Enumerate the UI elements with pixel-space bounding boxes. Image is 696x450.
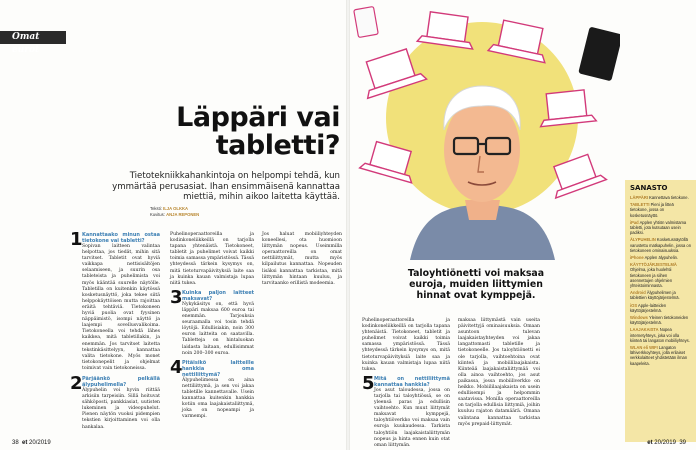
- glossary-item: [630, 345, 691, 366]
- section-tag: Omat eurot: [0, 31, 66, 44]
- question-number: 4: [170, 356, 183, 378]
- glossary-definition: Nopea internetyhteys, joka voi olla kiinteä tai langaton mobiiliyhteys.: [630, 327, 690, 343]
- glossary-definition: Kannettava tietokone.: [647, 195, 689, 200]
- question-1: [70, 229, 160, 372]
- question-body: Älypuhelimessa on aina nettiliittymä, ja sen voi jakaa tabletille kannettavalle. Usein kannattaa kuitenkin hankkia kotiin oma laajakaistaliittymä, joka on nopeampi ja varmempi.: [182, 377, 254, 420]
- glossary-term: Windows: [630, 315, 648, 321]
- right-column-2: [458, 318, 540, 428]
- right-column-1: [362, 318, 450, 450]
- article-column-3: [262, 232, 342, 287]
- glossary-item: [630, 220, 691, 236]
- question-number: 2: [70, 372, 83, 394]
- right-column-2-text: maksaa liittymästä vain useita päivitettyjä ominaisuuksia. Omaan asuntoon tulevan laajakaistayhteyden voi jakaa langattomasti tabletille ja tietokoneelle. Jos taloyhtiönetti ei ole tarjolla, vaihtoehtoina ovat kiinteä ja mobiililaajakaista. Kiinteää laajakaistaliittymää voi olla ainoa vaihtoehto, jos asut paikassa, jossa mobiiliverkko on heikko. Mobiililaajakaista on usein edullisempi ja helpommin saatavissa. Monilla operaattoreilla on tarjolla edullisia liittymiä, joihin kuuluu rajaton datamäärä. Omana valintana kannattaa tarkistaa myös prepaid-liittymät.: [458, 318, 540, 427]
- glossary-term: LAAJAKAISTA: [630, 327, 659, 333]
- text-label: Teksti: [150, 206, 161, 211]
- glossary-term: ÄLYPUHELIN: [630, 237, 656, 243]
- glossary-item: [630, 303, 691, 313]
- glossary-definition: Apple-laitteiden käyttöjärjestelmä.: [630, 302, 667, 313]
- glossary-term: Android: [630, 290, 646, 296]
- right-column-1-intro: Puhelinoperaattoreilla ja kodinkoneliikkeillä on tarjolla tapana yhtenäistä. Tietokoneet, tabletit ja puhelimet voivat kaikki toimia samassa ympäristössä. Tässä yhteydessä tärkein kysymys on, mitä tietoturvapäivityksiä laite saa ja kuinka kauan valmistaja lupaa niitä tukea.: [362, 318, 450, 372]
- glossary-item: [630, 237, 691, 253]
- credits: Teksti: ILJA OLKKA Kuvitus: ANJA REPONEN: [150, 206, 200, 217]
- text-author: ILJA OLKKA: [163, 206, 189, 211]
- question-body: Sopivan laitteen valintaa helpottaa, jos tiedät, mihin sitä tarvitset. Tabletit ovat hyviä vaikkapa nettisisältöjen selaamiseen, ja suurin osa tableteista ja puhelimista voi myös kääntää suurelle näytölle. Tabletilla on kuitenkin käytössä kosketusnäyttö, joka tekee siitä helppokäyttöisen mutta rajoittaa eräitä tehtäviä. Tietokoneen hyviä puolia ovat fyysinen näppäimistö, isompi näyttö ja laajempi sovellusvalikoima. Tietokoneella voi tehdä lähes kaikkea, mitä tabletillakin, ja enemmän. Jos tarvitset laitetta tekstinkäsittelyyn, kannattaa valita tietokone. Myös monet tietokonepelit ja ohjelmat toimivat vain tietokoneissa.: [82, 244, 160, 371]
- question-4: [170, 356, 254, 421]
- question-2: [70, 372, 160, 431]
- man-with-devices-illustration: [350, 0, 620, 260]
- glossary-term: WLAN eli WIFI: [630, 345, 658, 351]
- man-neck: [465, 200, 500, 220]
- glossary-term: iPhone: [630, 255, 644, 261]
- glossary-items: [630, 195, 691, 366]
- tablet-icon: [578, 27, 620, 82]
- column-3-text: Jos haluat mobiiliyhteyden koneellesi, ota huomioon liittymän nopeus. Useimmilla operaattoreilla on omat nettiliittymät, mutta myös kilpailutus kannattaa. Nopeuden lisäksi kannattaa tarkistaa, mitä liittymän hintaan kuuluu, ja tarvitaanko erillistä modeemia.: [262, 232, 342, 286]
- glossary-definition: Kosketusnäytöllä varustettu matkapuhelin, jossa on tietokoneen ominaisuuksia.: [630, 237, 691, 253]
- glossary-item: [630, 195, 691, 200]
- glossary-term: LÄPPÄRI: [630, 195, 648, 200]
- headline-line-2: tabletti?: [215, 130, 340, 161]
- glossary-term: KÄYTTÖJÄRJESTELMÄ: [630, 262, 677, 268]
- glossary-term: iPad: [630, 219, 639, 225]
- column-2-intro: Puhelinoperaattoreilla ja kodinkoneliikkeillä on tarjolla tapana yhtenäistä. Tietokoneet, tabletit ja puhelimet voivat kaikki toimia samassa ympäristössä. Tässä yhteydessä tärkein kysymys on, mitä tietoturvapäivityksiä laite saa ja kuinka kauan valmistaja lupaa niitä tukea.: [170, 232, 254, 286]
- glossary-item: [630, 255, 691, 260]
- question-body: Jos asut taloudessa, jossa on tarjolla tai taloyhtiössä, se on yleensä paras ja edullisin vaihtoehto. Kun muut liittymät maksavat kymppejä, taloyhtiöverkko voi maksaa vain euroja kuukaudessa. Tarkista taloyhtiön laajakaistaliittymän nopeus ja hinta ennen kuin otat oman liittymän.: [374, 387, 450, 448]
- glossary-definition: Pieni ja litteä tietokone, jossa on kosketusnäyttö.: [630, 202, 674, 218]
- glossary-item: [630, 327, 691, 343]
- question-number: 3: [170, 286, 183, 308]
- page-number-left: 38 et 20/2019: [12, 440, 51, 446]
- glossary-item: [630, 290, 691, 300]
- article-column-1: [70, 229, 160, 432]
- question-title: Mitä on nettiliittymä kannattaa hankkia?: [374, 375, 450, 388]
- glossary-item: [630, 262, 691, 288]
- glossary-definition: Applen älypuhelin.: [643, 255, 679, 261]
- question-title: Pärjäänkö pelkällä älypuhelimella?: [82, 375, 160, 388]
- glossary-title: SANASTO: [630, 184, 668, 192]
- glossary-term: iOS: [630, 302, 638, 308]
- headline-line-1: Läppäri vai: [176, 102, 340, 133]
- question-body: Älypuhelin voi hyvin riittää arkisiin tarpeisiin. Sillä hoituvat sähköposti, pankkiasiat, uutisten lukeminen ja videopuhelut. Pienen näytön vuoksi pidempien tekstien kirjoittaminen voi olla hankalaa.: [82, 387, 160, 430]
- glossary-definition: Älypuhelimen ja tablettien käyttöjärjestelmä.: [630, 290, 680, 301]
- page-number-right: et 20/2019 39: [647, 440, 686, 446]
- glossary-sidebar: [625, 180, 696, 442]
- glossary-term: TABLETTI: [630, 202, 650, 208]
- headline: [100, 104, 340, 160]
- glossary-definition: Ohjelma, joka huolehtii tietokoneen ja siihen asennettujen ohjelmien yhteistoiminnasta.: [630, 267, 673, 289]
- illus-label: Kuvitus: [150, 212, 164, 217]
- pull-quote: Taloyhtiönetti voi maksaa euroja, muiden liittymien hinnat ovat kymppejä.: [407, 268, 545, 301]
- question-title: Kuinka paljon laitteet maksavat?: [182, 289, 254, 302]
- glossary-definition: Applen yhtiön valmistama tabletti, jota kutsutaan usein padiksi.: [630, 219, 687, 236]
- question-number: 1: [70, 229, 83, 250]
- illus-author: ANJA REPONEN: [166, 212, 200, 217]
- lead-paragraph: Tietotekniikkahankintoja on helpompi tehdä, kun ymmärtää perusasiat. Ihan ensimmäisenä kannattaa miettiä, mihin aikoo laitetta käyttää.: [112, 171, 340, 202]
- question-number: 5: [362, 372, 375, 394]
- glossary-item: [630, 202, 691, 218]
- article-column-2: [170, 232, 254, 421]
- question-title: Kannattaako minun ostaa tietokone vai tabletti?: [82, 232, 160, 244]
- question-body: Nykykäsitys on, että hyvä läppäri maksaa 600 euroa tai enemmän. Tarjouksia seuraamalla voi tosin tehdä löytöjä. Edullisiakin, noin 300 euron laitteita on saatavilla. Tabletteja on hintaluokan laidasta laitaan, edullisimmat noin 200–300 euroa.: [182, 301, 254, 356]
- question-title: Pitäisikö laitteille hankkia oma nettiliittymä?: [182, 359, 254, 378]
- glossary-item: [630, 315, 691, 325]
- glossary-definition: Langaton lähiverkkoyhteys, jolla erilaiset verkkolaitteet yhdistetään ilman kaapeleita.: [630, 345, 688, 366]
- glossary-definition: Yleinen tietokoneiden käyttöjärjestelmä.: [630, 315, 689, 326]
- phone-icon: [354, 6, 379, 37]
- question-3: [170, 286, 254, 357]
- question-5: [362, 372, 450, 449]
